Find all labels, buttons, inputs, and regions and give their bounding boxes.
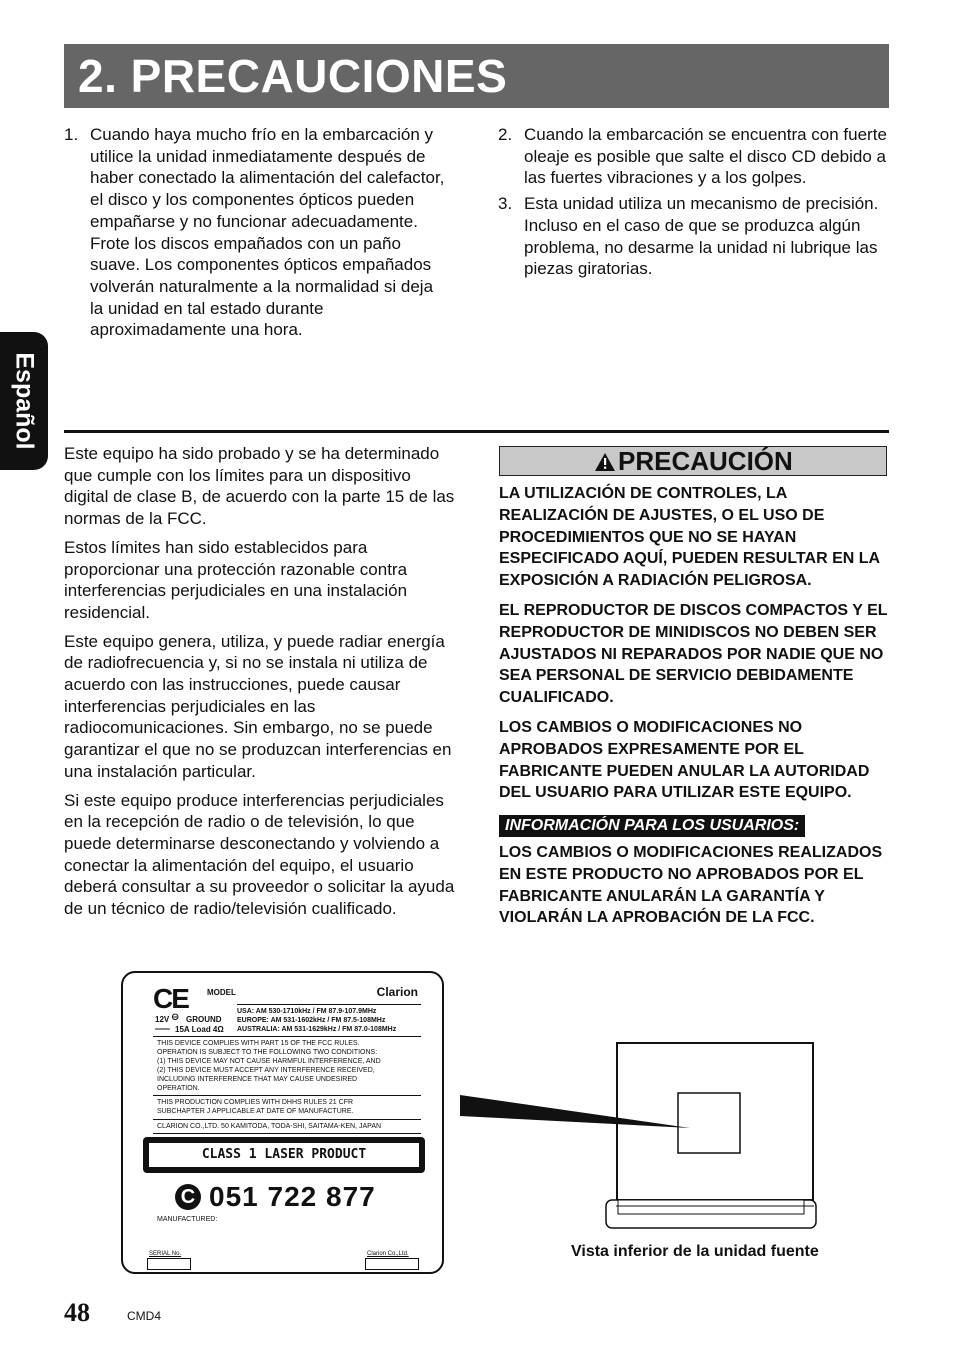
label-freq-australia: AUSTRALIA: AM 531-1629kHz / FM 87.0-108MHz [237, 1026, 397, 1033]
dc-symbol-icon: ═══ [155, 1026, 170, 1033]
label-rule [153, 1036, 421, 1037]
label-rule [237, 1004, 421, 1005]
caution-paragraph: LA UTILIZACIÓN DE CONTROLES, LA REALIZACIÓN DE AJUSTES, O EL USO DE PROCEDIMIENTOS QUE NO SE HAYAN ESPECIFICADO AQUÍ, PUEDEN RESULTAR EN LA EXPOSICIÓN A RADIACIÓN PELIGROSA. [499, 485, 880, 590]
unit-bottom-view-drawing [458, 1040, 828, 1235]
ce-mark: CE [153, 983, 188, 1014]
fcc-paragraph: Este equipo ha sido probado y se ha determinado que cumple con los límites para un dispositivo digital de clase B, de acuerdo con la parte 15 de las normas de la FCC. [64, 444, 455, 529]
info-text: LOS CAMBIOS O MODIFICACIONES REALIZADOS EN ESTE PRODUCTO NO APROBADOS POR EL FABRICANTE ANULARÁN LA GARANTÍA Y VIOLARÁN LA APROBACIÓN DE LA FCC. [499, 844, 883, 927]
label-rule [153, 1119, 421, 1120]
laser-class-text: CLASS 1 LASER PRODUCT [149, 1143, 419, 1167]
precautions-list-left [64, 124, 448, 345]
ground-symbol-icon: ⊖ [171, 1012, 180, 1023]
certification-number: 051 722 877 [209, 1181, 376, 1212]
precaution-number: 2. [498, 125, 513, 144]
product-label-figure [121, 971, 444, 1274]
info-heading: INFORMACIÓN PARA LOS USUARIOS: [499, 815, 805, 837]
caution-text [499, 483, 891, 812]
fcc-statement [64, 443, 456, 927]
certification-mark-icon: C [175, 1184, 201, 1210]
caution-paragraph: EL REPRODUCTOR DE DISCOS COMPACTOS Y EL REPRODUCTOR DE MINIDISCOS NO DEBEN SER AJUSTADOS NI REPARADOS POR NADIE QUE NO SEA PERSONAL DE SERVICIO DEBIDAMENTE CUALIFICADO. [499, 601, 888, 707]
label-ground: GROUND [186, 1015, 222, 1024]
label-dhhs-line: SUBCHAPTER J APPLICABLE AT DATE OF MANUFACTURE. [157, 1108, 354, 1115]
precaution-text: Esta unidad utiliza un mecanismo de precisión. Incluso en el caso de que se produzca algún problema, no desarme la unidad ni lubrique las piezas giratorias. [524, 194, 879, 279]
fcc-paragraph: Estos límites han sido establecidos para proporcionar una protección razonable contra interferencias perjudiciales en una instalación residencial. [64, 537, 408, 622]
label-load: 15A Load 4Ω [175, 1025, 224, 1034]
caution-heading-box [499, 446, 887, 476]
precaution-item [498, 193, 892, 280]
precaution-number: 1. [64, 125, 79, 144]
warning-triangle-icon [594, 452, 616, 472]
label-brand: Clarion [376, 985, 418, 999]
fcc-paragraph: Si este equipo produce interferencias perjudiciales en la recepción de radio o de televisión, lo que puede determinarse desconectando y volviendo a conectar la alimentación del equipo, el usuario deberá consultar a su proveedor o solicitar la ayuda de un técnico de radio/televisión cualificado. [64, 790, 455, 919]
header-bar [64, 44, 889, 108]
label-manufactured: MANUFACTURED: [157, 1216, 218, 1223]
label-model: MODEL [207, 988, 236, 997]
precaution-text: Cuando haya mucho frío en la embarcación y utilice la unidad inmediatamente después de haber conectado la alimentación del calefactor, el disco y los componentes ópticos pueden empañarse y no funcionar adecuadamente. Frote los discos empañados con un paño suave. Los componentes ópticos empañados volverán naturalmente a la normalidad si deja la unidad en tal estado durante aproximadamente una hora. [90, 125, 445, 340]
label-rule [153, 1133, 421, 1134]
label-address: CLARION CO.,LTD. 50 KAMITODA, TODA-SHI, SAITAMA-KEN, JAPAN [157, 1123, 382, 1130]
caution-paragraph: LOS CAMBIOS O MODIFICACIONES NO APROBADOS EXPRESAMENTE POR EL FABRICANTE PUEDEN ANULAR LA AUTORIDAD DEL USUARIO PARA UTILIZAR ESTE EQUIPO. [499, 718, 870, 802]
page-number: 48 [64, 1298, 90, 1327]
figure-caption: Vista inferior de la unidad fuente [571, 1243, 819, 1260]
label-fcc-line: THIS DEVICE COMPLIES WITH PART 15 OF THE FCC RULES. [157, 1040, 360, 1047]
model-code: CMD4 [127, 1309, 162, 1323]
section-divider [64, 430, 889, 433]
precaution-item [64, 124, 448, 341]
page-title: 2. PRECAUCIONES [78, 50, 508, 102]
label-fcc-line: INCLUDING INTERFERENCE THAT MAY CAUSE UNDESIRED [157, 1076, 358, 1083]
label-dhhs-lines [157, 1098, 353, 1116]
label-fcc-line: OPERATION. [157, 1085, 200, 1092]
fcc-paragraph: Este equipo genera, utiliza, y puede radiar energía de radiofrecuencia y, si no se instala ni utiliza de acuerdo con las instrucciones, puede causar interferencias perjudiciales en las radiocomunicaciones. Sin embargo, no se puede garantizar el que no se produzcan interferencias en una instalación particular. [64, 631, 452, 781]
precautions-list-right [498, 124, 892, 284]
label-freq-europe: EUROPE: AM 531-1602kHz / FM 87.5-108MHz [237, 1017, 386, 1024]
company-box [365, 1258, 419, 1270]
serial-box [147, 1258, 191, 1270]
laser-class-box [143, 1137, 425, 1173]
label-rule [153, 1095, 421, 1096]
precaution-number: 3. [498, 194, 513, 214]
label-fcc-line: (1) THIS DEVICE MAY NOT CAUSE HARMFUL INTERFERENCE, AND [157, 1058, 381, 1065]
caution-title: PRECAUCIÓN [618, 446, 793, 476]
precaution-item [498, 124, 892, 189]
label-dhhs-line: THIS PRODUCTION COMPLIES WITH DHHS RULES 21 CFR [157, 1099, 354, 1106]
language-tab-label: Español [10, 352, 39, 450]
label-serial: SERIAL No. [149, 1251, 182, 1257]
label-fcc-line: OPERATION IS SUBJECT TO THE FOLLOWING TWO CONDITIONS: [157, 1049, 378, 1056]
label-fcc-line: (2) THIS DEVICE MUST ACCEPT ANY INTERFERENCE RECEIVED, [157, 1067, 375, 1074]
label-company: Clarion Co.,Ltd. [367, 1251, 409, 1257]
precaution-text: Cuando la embarcación se encuentra con fuerte oleaje es posible que salte el disco CD debido a las fuertes vibraciones y a los golpes. [524, 125, 887, 188]
label-freq-usa: USA: AM 530-1710kHz / FM 87.9-107.9MHz [237, 1008, 377, 1015]
label-voltage: 12V [155, 1015, 170, 1024]
language-tab [0, 332, 48, 470]
label-fcc-lines [157, 1039, 381, 1093]
